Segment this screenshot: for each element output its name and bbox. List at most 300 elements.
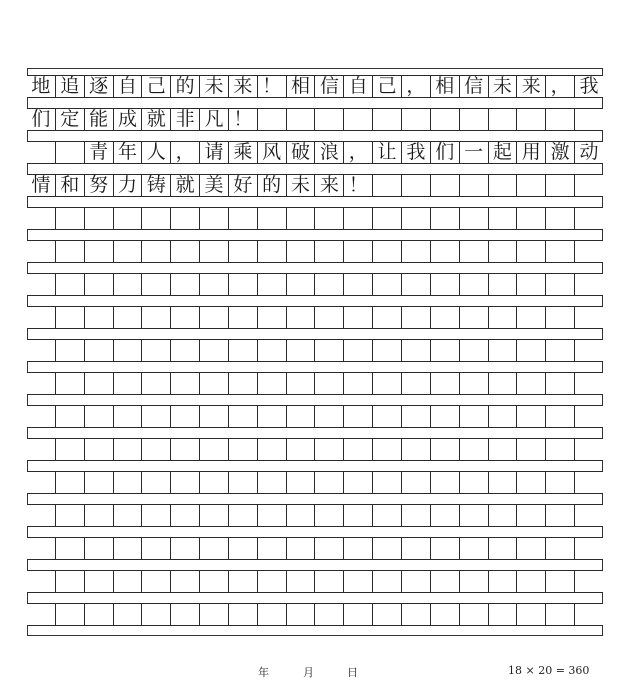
grid-cell bbox=[27, 208, 55, 229]
grid-cell bbox=[27, 406, 55, 427]
grid-cell bbox=[401, 406, 430, 427]
grid-cell bbox=[372, 406, 401, 427]
grid-cell bbox=[401, 538, 430, 559]
grid-cell: 地 bbox=[31, 76, 51, 97]
grid-cell bbox=[257, 208, 286, 229]
grid-cell bbox=[545, 274, 574, 295]
grid-cell: 风 bbox=[257, 142, 286, 163]
grid-cell bbox=[401, 274, 430, 295]
grid-cell: 我 bbox=[401, 142, 430, 163]
grid-cell bbox=[459, 340, 488, 361]
grid-cell bbox=[170, 472, 199, 493]
grid-cell bbox=[113, 274, 142, 295]
grid-cell: 自 bbox=[343, 76, 372, 97]
grid-cell bbox=[545, 109, 574, 130]
grid-cell bbox=[286, 505, 315, 526]
grid-cell bbox=[488, 505, 517, 526]
grid-cell bbox=[257, 274, 286, 295]
grid-cell bbox=[314, 241, 343, 262]
grid-cell bbox=[430, 175, 459, 196]
grid-cell bbox=[199, 340, 228, 361]
grid-cell bbox=[55, 373, 84, 394]
grid-cell bbox=[27, 241, 55, 262]
grid-cell bbox=[199, 604, 228, 625]
grid-cell bbox=[286, 571, 315, 592]
grid-cell bbox=[516, 241, 545, 262]
grid-cell bbox=[488, 175, 517, 196]
grid-cell bbox=[228, 274, 257, 295]
grid-cell: 凡 bbox=[199, 109, 228, 130]
grid-cell bbox=[574, 175, 603, 196]
grid-cell bbox=[488, 406, 517, 427]
grid-cell bbox=[401, 373, 430, 394]
grid-cell bbox=[141, 307, 170, 328]
grid-cell bbox=[314, 439, 343, 460]
grid-cell bbox=[430, 472, 459, 493]
grid-cell bbox=[286, 439, 315, 460]
grid-cell bbox=[343, 538, 372, 559]
grid-cell bbox=[141, 571, 170, 592]
grid-row bbox=[27, 537, 603, 560]
grid-cell bbox=[84, 505, 113, 526]
grid-cell bbox=[516, 439, 545, 460]
grid-cell bbox=[430, 406, 459, 427]
grid-cell bbox=[141, 241, 170, 262]
grid-cell bbox=[228, 307, 257, 328]
grid-cell bbox=[257, 604, 286, 625]
grid-cell: 逐 bbox=[84, 76, 113, 97]
footer-day-label: 日 bbox=[347, 666, 358, 679]
grid-row bbox=[27, 405, 603, 428]
grid-cell bbox=[27, 571, 55, 592]
grid-cell bbox=[488, 571, 517, 592]
grid-cell bbox=[574, 538, 603, 559]
grid-cell bbox=[314, 307, 343, 328]
grid-cell bbox=[488, 472, 517, 493]
grid-cell bbox=[343, 208, 372, 229]
grid-cell: 来 bbox=[314, 175, 343, 196]
grid-cell bbox=[228, 472, 257, 493]
grid-cell bbox=[141, 406, 170, 427]
grid-cell bbox=[430, 274, 459, 295]
grid-cell: 力 bbox=[113, 175, 142, 196]
grid-cell bbox=[257, 439, 286, 460]
grid-cell bbox=[170, 439, 199, 460]
grid-cell bbox=[84, 571, 113, 592]
grid-cell bbox=[343, 109, 372, 130]
grid-cell bbox=[372, 373, 401, 394]
grid-cell bbox=[545, 604, 574, 625]
grid-cell bbox=[286, 406, 315, 427]
grid-cell: 己 bbox=[141, 76, 170, 97]
grid-cell: 我 bbox=[574, 76, 603, 97]
grid-cell bbox=[545, 406, 574, 427]
grid-cell bbox=[199, 406, 228, 427]
grid-cell bbox=[343, 373, 372, 394]
grid-cell bbox=[343, 274, 372, 295]
grid-cell bbox=[113, 373, 142, 394]
grid-cell: 情 bbox=[31, 175, 51, 196]
grid-cell bbox=[343, 571, 372, 592]
grid-cell bbox=[55, 604, 84, 625]
grid-cell bbox=[516, 307, 545, 328]
grid-cell bbox=[343, 439, 372, 460]
grid-row bbox=[27, 504, 603, 527]
grid-cell: ， bbox=[401, 76, 430, 97]
grid-cell: 让 bbox=[372, 142, 401, 163]
grid-row bbox=[27, 273, 603, 296]
grid-cell: 一 bbox=[459, 142, 488, 163]
grid-cell bbox=[314, 571, 343, 592]
grid-cell: 请 bbox=[199, 142, 228, 163]
grid-cell: 年 bbox=[113, 142, 142, 163]
grid-cell bbox=[84, 241, 113, 262]
grid-cell bbox=[228, 208, 257, 229]
grid-cell bbox=[199, 571, 228, 592]
grid-cell bbox=[401, 571, 430, 592]
grid-cell: 定 bbox=[55, 109, 84, 130]
grid-cell bbox=[27, 373, 55, 394]
grid-cell: 未 bbox=[286, 175, 315, 196]
grid-cell bbox=[372, 571, 401, 592]
grid-cell bbox=[401, 109, 430, 130]
grid-cell bbox=[286, 307, 315, 328]
grid-count-label: 18 × 20 = 360 bbox=[508, 664, 590, 677]
grid-cell bbox=[545, 472, 574, 493]
grid-cell bbox=[286, 538, 315, 559]
grid-cell bbox=[55, 340, 84, 361]
grid-cell bbox=[314, 406, 343, 427]
grid-cell bbox=[141, 505, 170, 526]
grid-cell bbox=[574, 241, 603, 262]
grid-cell bbox=[27, 274, 55, 295]
grid-cell bbox=[170, 571, 199, 592]
grid-cell bbox=[545, 175, 574, 196]
grid-cell bbox=[574, 307, 603, 328]
grid-cell bbox=[372, 241, 401, 262]
grid-cell bbox=[286, 109, 315, 130]
grid-cell: 相 bbox=[286, 76, 315, 97]
grid-cell bbox=[343, 604, 372, 625]
grid-cell bbox=[228, 505, 257, 526]
grid-cell bbox=[545, 307, 574, 328]
grid-cell bbox=[459, 538, 488, 559]
grid-cell bbox=[430, 373, 459, 394]
grid-cell: 起 bbox=[488, 142, 517, 163]
grid-cell bbox=[141, 340, 170, 361]
grid-cell bbox=[488, 274, 517, 295]
grid-cell bbox=[488, 373, 517, 394]
grid-cell bbox=[170, 307, 199, 328]
grid-cell bbox=[372, 604, 401, 625]
grid-cell: 动 bbox=[574, 142, 603, 163]
grid-cell bbox=[84, 439, 113, 460]
grid-cell bbox=[430, 505, 459, 526]
grid-cell bbox=[372, 505, 401, 526]
grid-cell bbox=[314, 274, 343, 295]
grid-cell bbox=[286, 340, 315, 361]
grid-cell bbox=[286, 472, 315, 493]
grid-cell bbox=[199, 505, 228, 526]
grid-cell bbox=[401, 604, 430, 625]
grid-cell: 好 bbox=[228, 175, 257, 196]
grid-cell bbox=[574, 109, 603, 130]
grid-cell bbox=[170, 340, 199, 361]
grid-cell bbox=[401, 208, 430, 229]
grid-cell bbox=[343, 505, 372, 526]
grid-cell bbox=[545, 505, 574, 526]
grid-cell: 自 bbox=[113, 76, 142, 97]
grid-cell: 来 bbox=[516, 76, 545, 97]
grid-cell bbox=[372, 307, 401, 328]
grid-cell bbox=[257, 571, 286, 592]
grid-cell: 信 bbox=[314, 76, 343, 97]
grid-cell bbox=[55, 274, 84, 295]
grid-cell bbox=[228, 571, 257, 592]
grid-cell bbox=[516, 505, 545, 526]
grid-cell bbox=[488, 340, 517, 361]
grid-cell bbox=[170, 274, 199, 295]
grid-cell bbox=[113, 472, 142, 493]
grid-cell: 们 bbox=[430, 142, 459, 163]
grid-row bbox=[27, 372, 603, 395]
grid-cell: 铸 bbox=[141, 175, 170, 196]
footer-year-label: 年 bbox=[258, 666, 269, 679]
grid-cell bbox=[27, 538, 55, 559]
grid-cell bbox=[113, 604, 142, 625]
sheet-footer bbox=[0, 664, 640, 680]
grid-cell bbox=[459, 109, 488, 130]
grid-cell: 成 bbox=[113, 109, 142, 130]
grid-cell bbox=[55, 142, 84, 163]
grid-cell bbox=[516, 373, 545, 394]
grid-cell bbox=[545, 571, 574, 592]
grid-cell bbox=[170, 538, 199, 559]
grid-cell bbox=[113, 571, 142, 592]
grid-cell: 们 bbox=[31, 109, 51, 130]
grid-cell bbox=[113, 439, 142, 460]
grid-cell: 非 bbox=[170, 109, 199, 130]
grid-cell bbox=[113, 406, 142, 427]
grid-row bbox=[27, 471, 603, 494]
grid-cell bbox=[84, 307, 113, 328]
grid-cell bbox=[459, 439, 488, 460]
grid-cell bbox=[84, 274, 113, 295]
grid-cell bbox=[141, 439, 170, 460]
grid-cell bbox=[286, 241, 315, 262]
grid-cell bbox=[199, 538, 228, 559]
grid-cell bbox=[257, 406, 286, 427]
grid-cell bbox=[55, 505, 84, 526]
grid-cell bbox=[372, 109, 401, 130]
grid-cell: 信 bbox=[459, 76, 488, 97]
grid-cell bbox=[257, 241, 286, 262]
grid-cell bbox=[170, 406, 199, 427]
grid-cell bbox=[343, 472, 372, 493]
grid-cell: 和 bbox=[55, 175, 84, 196]
grid-cell bbox=[488, 538, 517, 559]
grid-cell bbox=[488, 109, 517, 130]
grid-cell bbox=[516, 571, 545, 592]
grid-cell bbox=[314, 538, 343, 559]
grid-cell: 能 bbox=[84, 109, 113, 130]
grid-cell bbox=[55, 406, 84, 427]
grid-cell bbox=[84, 406, 113, 427]
grid-cell: ！ bbox=[228, 109, 257, 130]
grid-cell: ！ bbox=[257, 76, 286, 97]
grid-cell bbox=[257, 472, 286, 493]
grid-cell: ， bbox=[545, 76, 574, 97]
grid-cell bbox=[545, 340, 574, 361]
grid-cell bbox=[545, 373, 574, 394]
grid-cell bbox=[170, 373, 199, 394]
grid-cell bbox=[228, 538, 257, 559]
grid-cell: 己 bbox=[372, 76, 401, 97]
grid-cell bbox=[113, 538, 142, 559]
grid-cell bbox=[516, 340, 545, 361]
grid-cell bbox=[170, 241, 199, 262]
grid-cell bbox=[84, 472, 113, 493]
grid-cell bbox=[545, 208, 574, 229]
grid-cell bbox=[488, 439, 517, 460]
grid-cell bbox=[199, 307, 228, 328]
grid-cell bbox=[141, 208, 170, 229]
grid-cell bbox=[27, 142, 55, 163]
grid-cell bbox=[55, 241, 84, 262]
grid-cell bbox=[372, 340, 401, 361]
grid-row bbox=[27, 75, 603, 98]
grid-cell: 未 bbox=[488, 76, 517, 97]
grid-cell bbox=[343, 406, 372, 427]
grid-cell: ， bbox=[343, 142, 372, 163]
grid-row bbox=[27, 207, 603, 230]
grid-cell bbox=[55, 472, 84, 493]
grid-cell bbox=[574, 571, 603, 592]
grid-cell bbox=[170, 208, 199, 229]
grid-cell bbox=[401, 241, 430, 262]
grid-cell bbox=[170, 505, 199, 526]
grid-cell bbox=[55, 538, 84, 559]
grid-cell bbox=[574, 340, 603, 361]
grid-cell bbox=[574, 208, 603, 229]
grid-cell bbox=[516, 406, 545, 427]
grid-cell bbox=[141, 274, 170, 295]
grid-cell bbox=[257, 307, 286, 328]
grid-cell bbox=[459, 373, 488, 394]
grid-cell bbox=[141, 604, 170, 625]
grid-cell bbox=[141, 472, 170, 493]
grid-cell bbox=[257, 538, 286, 559]
grid-cell bbox=[459, 604, 488, 625]
grid-cell bbox=[343, 307, 372, 328]
grid-cell bbox=[84, 604, 113, 625]
grid-cell: ！ bbox=[343, 175, 372, 196]
grid-cell bbox=[459, 208, 488, 229]
grid-cell bbox=[574, 274, 603, 295]
grid-cell bbox=[401, 439, 430, 460]
grid-row bbox=[27, 240, 603, 263]
grid-cell bbox=[199, 439, 228, 460]
grid-cell bbox=[314, 505, 343, 526]
grid-cell bbox=[343, 340, 372, 361]
grid-cell: 青 bbox=[84, 142, 113, 163]
grid-cell bbox=[401, 307, 430, 328]
grid-cell bbox=[141, 538, 170, 559]
grid-cell bbox=[488, 307, 517, 328]
grid-cell bbox=[372, 472, 401, 493]
grid-cell bbox=[84, 538, 113, 559]
grid-cell bbox=[228, 604, 257, 625]
grid-cell bbox=[459, 472, 488, 493]
grid-cell bbox=[314, 472, 343, 493]
grid-cell bbox=[459, 505, 488, 526]
grid-cell bbox=[459, 406, 488, 427]
grid-cell bbox=[574, 604, 603, 625]
grid-cell bbox=[545, 439, 574, 460]
grid-cell bbox=[545, 241, 574, 262]
grid-cell bbox=[372, 175, 401, 196]
grid-cell bbox=[84, 208, 113, 229]
grid-cell bbox=[516, 604, 545, 625]
grid-cell bbox=[113, 241, 142, 262]
grid-cell: 乘 bbox=[228, 142, 257, 163]
grid-cell bbox=[574, 505, 603, 526]
grid-cell bbox=[314, 208, 343, 229]
grid-cell bbox=[516, 208, 545, 229]
grid-cell bbox=[199, 274, 228, 295]
grid-cell bbox=[574, 472, 603, 493]
grid-cell bbox=[286, 373, 315, 394]
grid-cell bbox=[372, 274, 401, 295]
grid-cell: 激 bbox=[545, 142, 574, 163]
grid-cell bbox=[55, 439, 84, 460]
grid-cell bbox=[113, 340, 142, 361]
grid-cell bbox=[545, 538, 574, 559]
grid-cell bbox=[55, 307, 84, 328]
grid-cell bbox=[430, 241, 459, 262]
grid-cell bbox=[27, 604, 55, 625]
grid-cell: 来 bbox=[228, 76, 257, 97]
grid-cell bbox=[430, 208, 459, 229]
grid-cell: 就 bbox=[141, 109, 170, 130]
footer-month-label: 月 bbox=[303, 666, 314, 679]
grid-cell bbox=[228, 406, 257, 427]
grid-cell bbox=[257, 505, 286, 526]
grid-cell bbox=[257, 109, 286, 130]
grid-cell bbox=[401, 472, 430, 493]
writing-grid bbox=[27, 68, 603, 636]
grid-cell: 美 bbox=[199, 175, 228, 196]
grid-cell bbox=[314, 373, 343, 394]
grid-cell bbox=[459, 241, 488, 262]
grid-cell bbox=[55, 208, 84, 229]
grid-cell bbox=[199, 472, 228, 493]
grid-cell bbox=[55, 571, 84, 592]
grid-row bbox=[27, 339, 603, 362]
grid-cell bbox=[430, 109, 459, 130]
grid-cell bbox=[574, 406, 603, 427]
grid-cell bbox=[27, 505, 55, 526]
grid-cell bbox=[488, 604, 517, 625]
grid-cell bbox=[430, 307, 459, 328]
grid-cell: 破 bbox=[286, 142, 315, 163]
grid-cell: 努 bbox=[84, 175, 113, 196]
grid-cell bbox=[459, 175, 488, 196]
grid-cell bbox=[430, 538, 459, 559]
grid-cell bbox=[459, 571, 488, 592]
grid-cell bbox=[257, 373, 286, 394]
grid-cell bbox=[228, 439, 257, 460]
